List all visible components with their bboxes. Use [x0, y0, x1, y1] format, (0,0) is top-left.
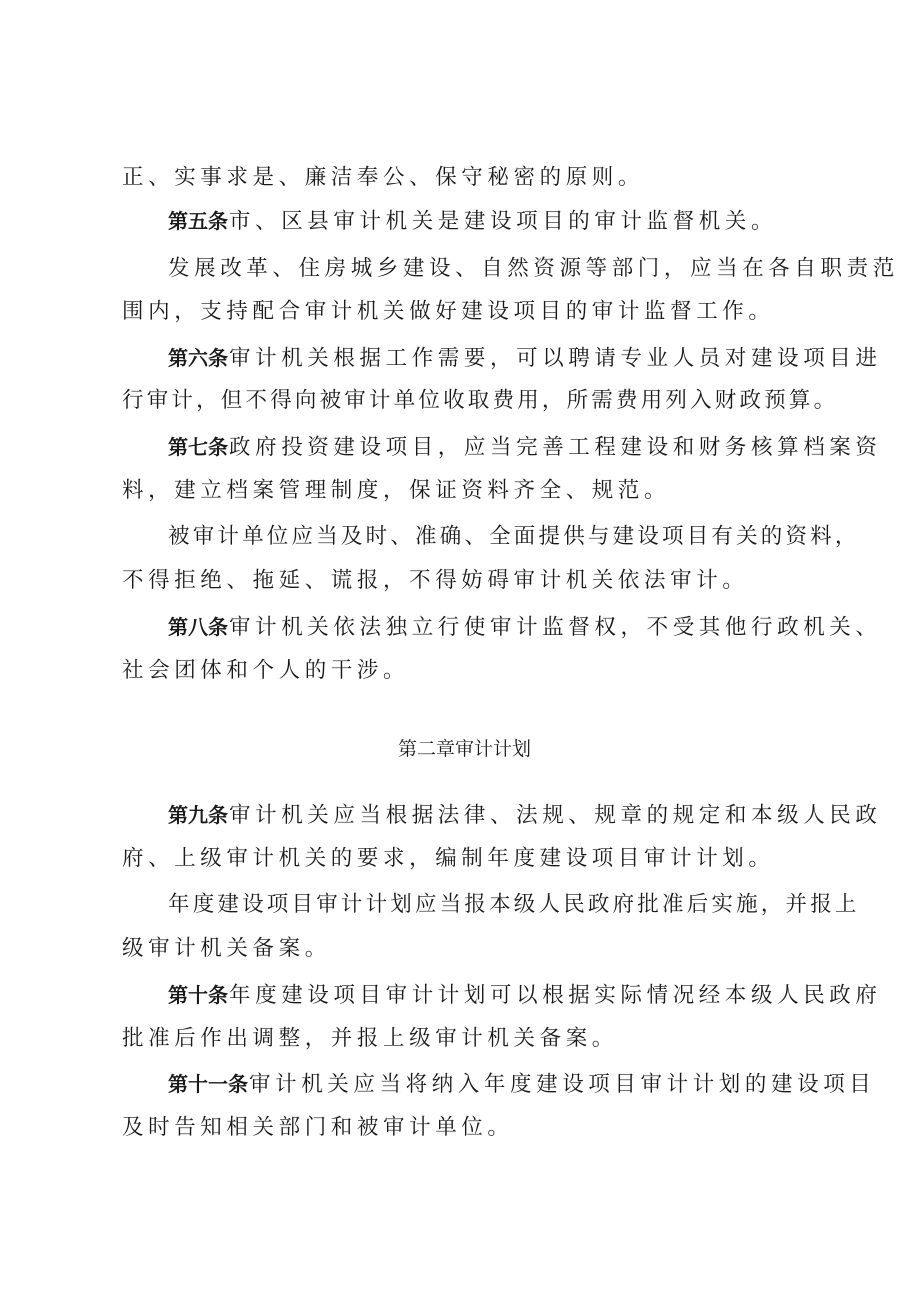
article-5-line-1: 第五条市、区县审计机关是建设项目的审计监督机关。	[168, 209, 778, 234]
paragraph-line: 正、实事求是、廉洁奉公、保守秘密的原则。	[122, 165, 645, 190]
paragraph-line: 批准后作出调整，并报上级审计机关备案。	[122, 1026, 618, 1051]
paragraph-line: 发展改革、住房城乡建设、自然资源等部门，应当在各自职责范	[168, 256, 899, 281]
paragraph-line: 被审计单位应当及时、准确、全面提供与建设项目有关的资料，	[168, 524, 860, 549]
article-number: 第十条	[168, 983, 228, 1007]
paragraph-line: 不得拒绝、拖延、谎报，不得妨碍审计机关依法审计。	[122, 568, 749, 593]
article-number: 第五条	[168, 209, 228, 233]
paragraph-line: 及时告知相关部门和被审计单位。	[122, 1115, 514, 1140]
article-number: 第七条	[168, 435, 228, 459]
article-number: 第八条	[168, 615, 228, 639]
paragraph-line: 围内，支持配合审计机关做好建设项目的审计监督工作。	[122, 299, 775, 324]
article-number: 第六条	[168, 346, 228, 370]
paragraph-line: 年度建设项目审计计划应当报本级人民政府批准后实施，并报上	[168, 892, 860, 917]
chapter-heading: 第二章审计计划	[398, 738, 532, 760]
paragraph-line: 社会团体和个人的干涉。	[122, 658, 410, 683]
article-11-line-1: 第十一条审计机关应当将纳入年度建设项目审计计划的建设项目	[168, 1072, 876, 1097]
article-10-line-1: 第十条年度建设项目审计计划可以根据实际情况经本级人民政府	[168, 983, 882, 1008]
article-9-line-1: 第九条审计机关应当根据法律、法规、规章的规定和本级人民政	[168, 803, 882, 828]
paragraph-line: 级审计机关备案。	[122, 936, 331, 961]
paragraph-line: 料，建立档案管理制度，保证资料齐全、规范。	[122, 478, 671, 503]
article-8-line-1: 第八条审计机关依法独立行使审计监督权，不受其他行政机关、	[168, 615, 882, 640]
article-number: 第十一条	[168, 1072, 248, 1096]
paragraph-line: 行审计，但不得向被审计单位收取费用，所需费用列入财政预算。	[122, 388, 839, 413]
paragraph-line: 府、上级审计机关的要求，编制年度建设项目审计计划。	[122, 846, 775, 871]
article-6-line-1: 第六条审计机关根据工作需要，可以聘请专业人员对建设项目进	[168, 346, 882, 371]
article-7-line-1: 第七条政府投资建设项目，应当完善工程建设和财务核算档案资	[168, 435, 882, 460]
article-number: 第九条	[168, 803, 228, 827]
